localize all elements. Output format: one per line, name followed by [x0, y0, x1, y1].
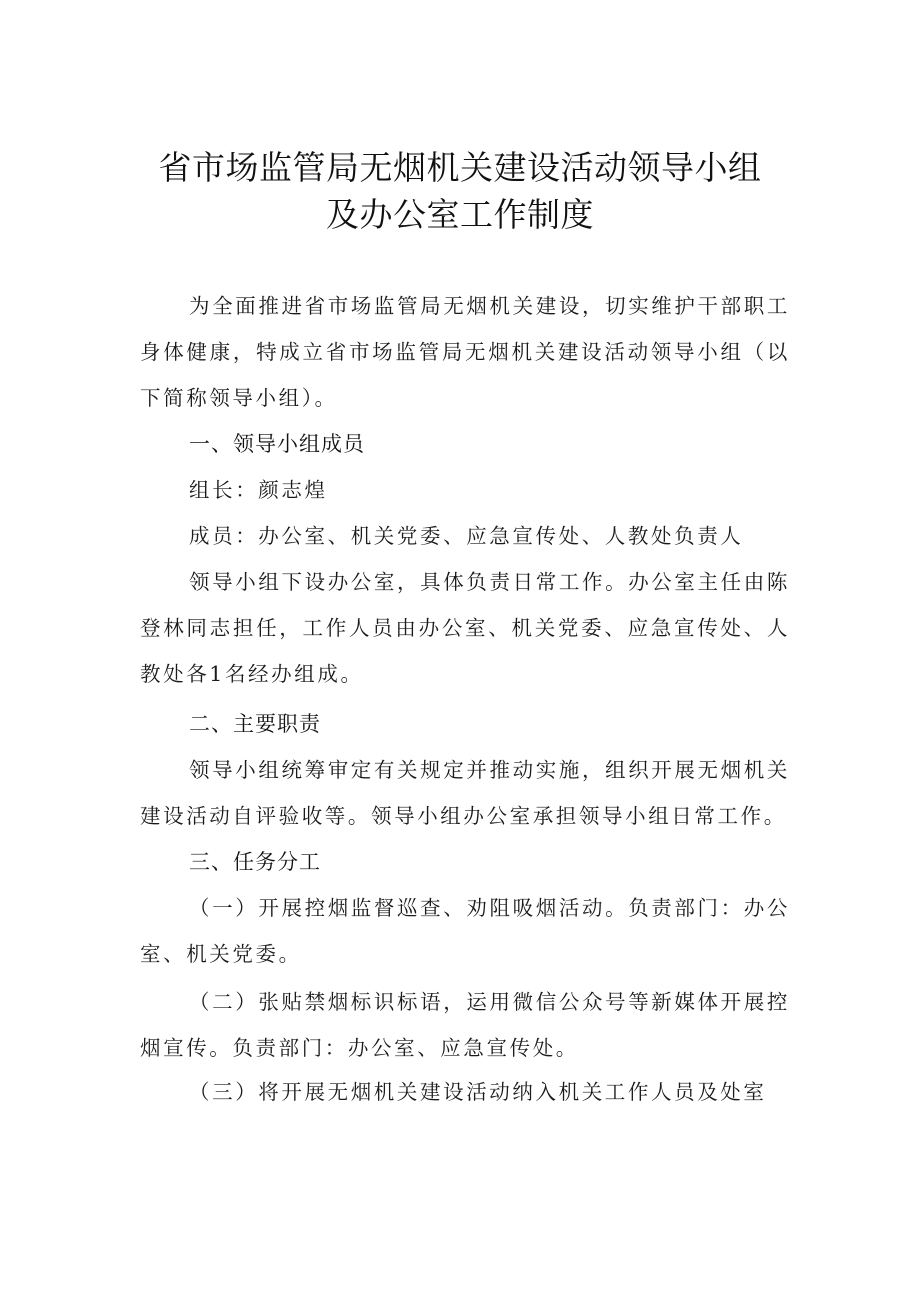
duties-paragraph: 领导小组统筹审定有关规定并推动实施，组织开展无烟机关建设活动自评验收等。领导小组办公室承担领导小组日常工作。	[140, 758, 790, 828]
office-paragraph: 领导小组下设办公室，具体负责日常工作。办公室主任由陈登林同志担任，工作人员由办公室、机关党委、应急宣传处、人教处各1名经办组成。	[140, 570, 790, 686]
task-item-1: （一）开展控烟监督巡查、劝阻吸烟活动。负责部门：办公室、机关党委。	[140, 896, 790, 966]
members-line: 成员：办公室、机关党委、应急宣传处、人教处负责人	[189, 524, 744, 548]
intro-paragraph: 为全面推进省市场监管局无烟机关建设，切实维护干部职工身体健康，特成立省市场监管局无烟机关建设活动领导小组（以下简称领导小组）。	[140, 294, 790, 410]
task-item-3: （三）将开展无烟机关建设活动纳入机关工作人员及处室	[189, 1080, 767, 1104]
task-item-2: （二）张贴禁烟标识标语，运用微信公众号等新媒体开展控烟宣传。负责部门：办公室、应急宣传处。	[140, 990, 790, 1060]
leader-line: 组长：颜志煌	[189, 478, 328, 502]
section2-heading: 二、主要职责	[189, 712, 321, 736]
document-title-line2: 及办公室工作制度	[326, 195, 594, 234]
section3-heading: 三、任务分工	[189, 850, 321, 874]
section1-heading: 一、领导小组成员	[189, 432, 365, 456]
document-title-line1: 省市场监管局无烟机关建设活动领导小组	[158, 148, 762, 187]
